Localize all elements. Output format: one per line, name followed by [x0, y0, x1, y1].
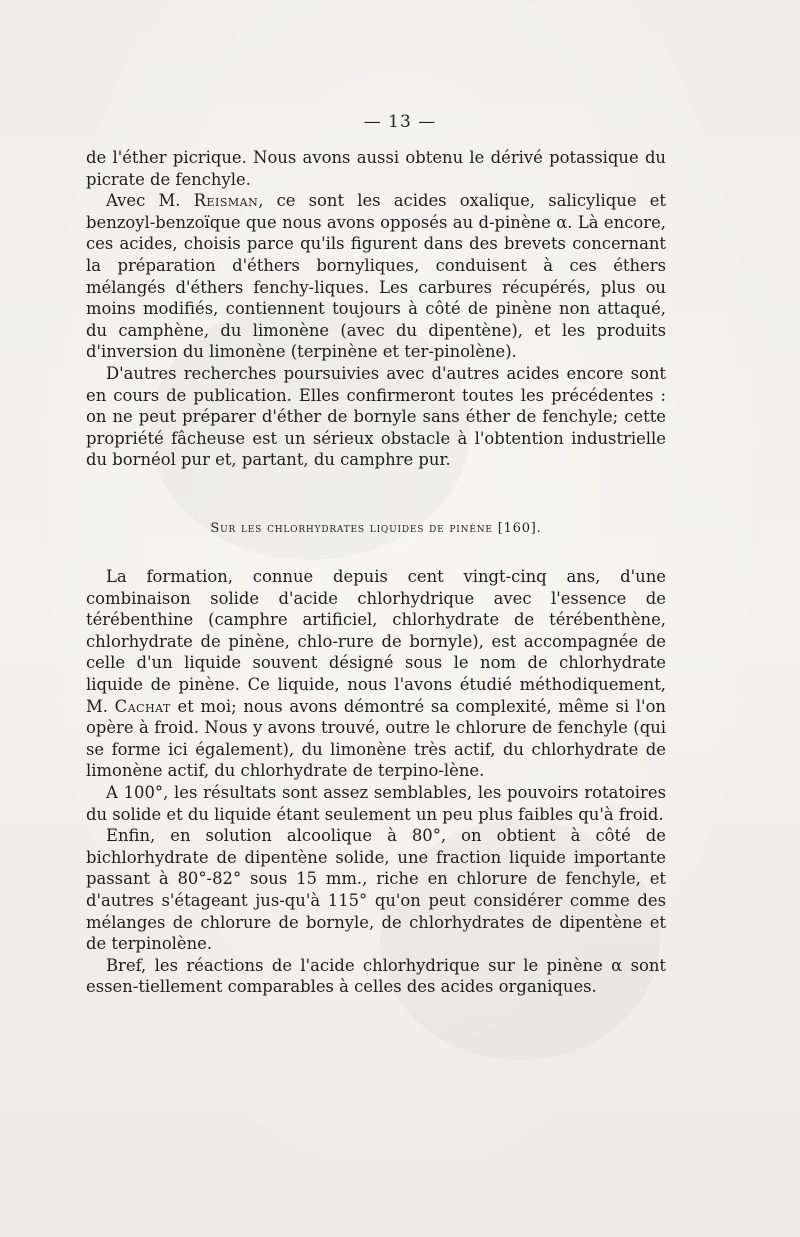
paragraph-text: , ce sont les acides oxalique, salicylique et benzoyl-benzoïque que nous avons opposés au d-pinène α. Là encore, ces acides, choisis parce qu'ils figurent dans des brevets concernant la préparation d'éthers bornyliques, conduisent à ces éthers mélangés d'éthers fenchy-liques. Les carbures récupérés, plus ou moins modifiés, contiennent toujours à côté de pinène non attaqué, du camphène, du limonène (avec du dipentène), et les produits d'inversion du limonène (terpinène et ter-pinolène). [86, 191, 666, 362]
paragraph: Bref, les réactions de l'acide chlorhydrique sur le pinène α sont essen-tiellement comparables à celles des acides organiques. [86, 955, 666, 997]
section-reference: [160]. [497, 521, 542, 536]
section-title: Sur les chlorhydrates liquides de pinène [210, 521, 493, 536]
paragraph-text: La formation, connue depuis cent vingt-cinq ans, d'une combinaison solide d'acide chlorhydrique avec l'essence de térébenthine (camphre artificiel, chlorhydrate de térébenthène, chlorhydrate de pinène, chlo-rure de bornyle), est accompagnée de celle d'un liquide souvent désigné sous le nom de chlorhydrate liquide de pinène. Ce liquide, nous l'avons étudié méthodiquement, M. [86, 567, 666, 716]
section-body-text [86, 566, 666, 998]
paragraph: de l'éther picrique. Nous avons aussi obtenu le dérivé potassique du picrate de fenchyle. [86, 148, 666, 189]
intro-text [86, 147, 666, 471]
paragraph: D'autres recherches poursuivies avec d'autres acides encore sont en cours de publication. Elles confirmeront toutes les précédentes : on ne peut préparer d'éther de bornyle sans éther de fenchyle; cette propriété fâcheuse est un sérieux obstacle à l'obtention industrielle du bornéol pur et, partant, du camphre pur. [86, 363, 666, 470]
paragraph [86, 190, 666, 363]
page-number: — 13 — [363, 112, 437, 132]
paragraph-text: Avec M. [106, 191, 181, 211]
author-name: Reisman [193, 191, 259, 211]
paragraph [86, 566, 666, 782]
paragraph: Enfin, en solution alcoolique à 80°, on obtient à côté de bichlorhydrate de dipentène solide, une fraction liquide importante passant à 80°-82° sous 15 mm., riche en chlorure de fenchyle, et d'autres s'étageant jus-qu'à 115° qu'on peut considérer comme des mélanges de chlorure de bornyle, de chlorhydrates de dipentène et de terpinolène. [86, 826, 666, 954]
section-heading [86, 519, 666, 539]
paragraph: A 100°, les résultats sont assez semblables, les pouvoirs rotatoires du solide et du liquide étant seulement un peu plus faibles qu'à froid. [86, 782, 666, 824]
author-name: Cachat [114, 696, 171, 716]
paragraph-text: et moi; nous avons démontré sa complexité, même si l'on opère à froid. Nous y avons trouvé, outre le chlorure de fenchyle (qui se forme ici également), du limonène très actif, du chlorhydrate de limonène actif, du chlorhydrate de terpino-lène. [86, 696, 666, 781]
